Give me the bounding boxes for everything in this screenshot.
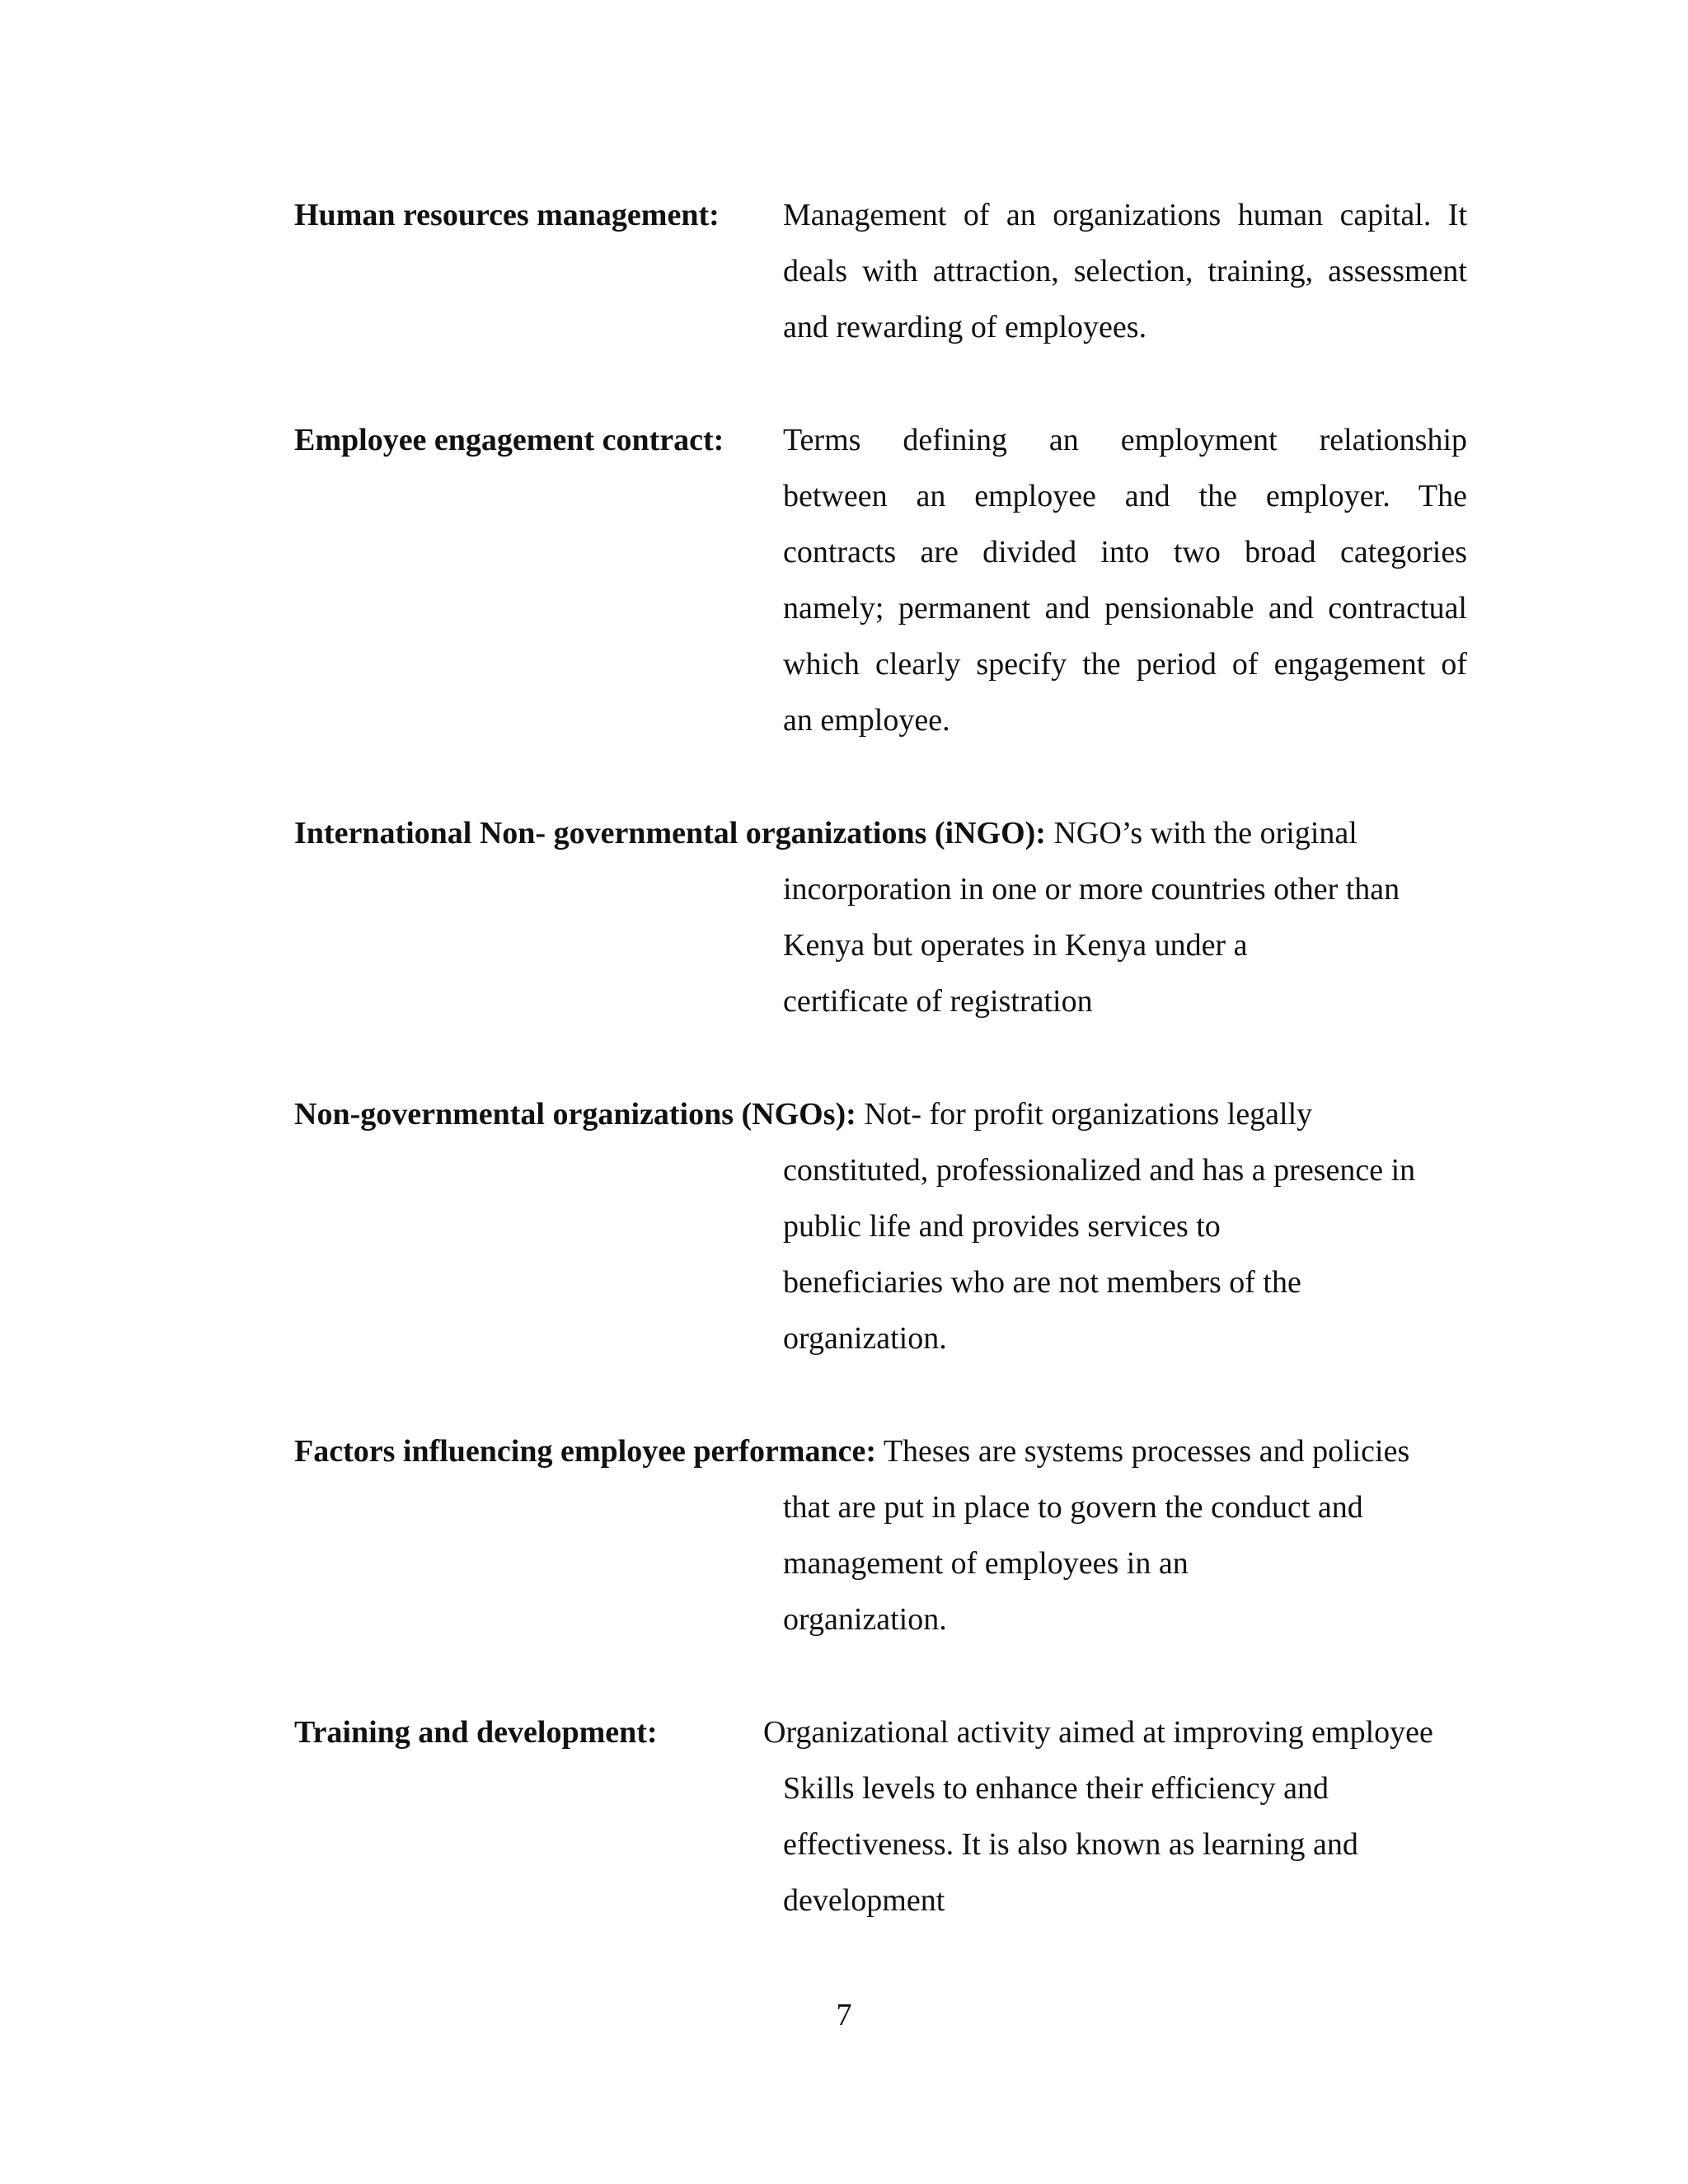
definition-line: an employee. bbox=[783, 703, 950, 738]
definition-inline: Organizational activity aimed at improving employee bbox=[763, 1715, 1433, 1750]
definition-line: certificate of registration bbox=[783, 984, 1093, 1019]
definition-line: contracts are divided into two broad categories bbox=[783, 535, 1467, 569]
definition-inline: NGO’s with the original bbox=[1053, 816, 1357, 851]
definition-line: management of employees in an bbox=[783, 1546, 1189, 1581]
definition-line: organization. bbox=[783, 1321, 947, 1356]
definition-line: which clearly specify the period of engagement of bbox=[783, 647, 1467, 682]
definition-line: Skills levels to enhance their efficiency and bbox=[783, 1771, 1329, 1806]
entry-first-line bbox=[294, 813, 1357, 853]
definition-line: organization. bbox=[783, 1602, 947, 1637]
definition-line: that are put in place to govern the conduct and bbox=[783, 1490, 1363, 1525]
definition-line: Kenya but operates in Kenya under a bbox=[783, 928, 1248, 963]
term-ingo: International Non- governmental organizations (iNGO): bbox=[294, 816, 1046, 851]
definition-line: Management of an organizations human capital. It bbox=[783, 198, 1467, 232]
definition-line: incorporation in one or more countries other than bbox=[783, 872, 1400, 907]
definition-line: effectiveness. It is also known as learning and bbox=[783, 1827, 1358, 1862]
definition-inline: Not- for profit organizations legally bbox=[864, 1097, 1313, 1132]
entry-first-line bbox=[294, 1094, 1312, 1134]
definition-line: development bbox=[783, 1883, 945, 1918]
definition-line: between an employee and the employer. The bbox=[783, 479, 1467, 513]
definition-line: namely; permanent and pensionable and contractual bbox=[783, 591, 1467, 626]
definition-line: constituted, professionalized and has a presence in bbox=[783, 1153, 1416, 1188]
term-ngos: Non-governmental organizations (NGOs): bbox=[294, 1097, 856, 1132]
term-factors-influencing-employee-performance: Factors influencing employee performance: bbox=[294, 1434, 876, 1469]
definition-line: and rewarding of employees. bbox=[783, 310, 1147, 344]
definition-line: public life and provides services to bbox=[783, 1209, 1221, 1244]
definition-inline: Theses are systems processes and policies bbox=[883, 1434, 1410, 1469]
entry-first-line bbox=[294, 1432, 1409, 1471]
page-number: 7 bbox=[836, 1998, 852, 2032]
definition-line: deals with attraction, selection, training, assessment bbox=[783, 254, 1467, 288]
definition-line: beneficiaries who are not members of the bbox=[783, 1265, 1301, 1300]
term-employee-engagement-contract: Employee engagement contract: bbox=[294, 423, 724, 457]
term-training-and-development: Training and development: bbox=[294, 1715, 658, 1750]
term-human-resources-management: Human resources management: bbox=[294, 198, 720, 232]
definition-line: Terms defining an employment relationship bbox=[783, 423, 1467, 457]
